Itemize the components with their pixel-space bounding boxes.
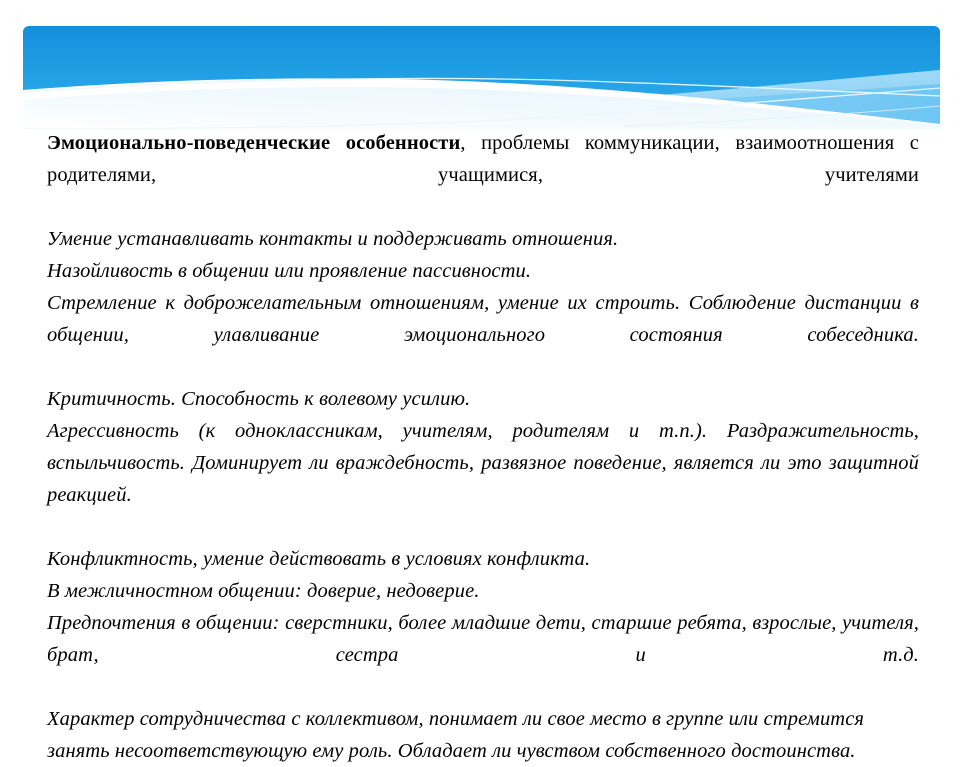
paragraph-interpersonal-trust: В межличностном общении: доверие, недоверие. — [47, 580, 480, 602]
banner-artwork — [23, 26, 940, 129]
paragraph-communication-preferences: Предпочтения в общении: сверстники, более младшие дети, старшие ребята, взрослые, учителя, брат, сестра и т.д. — [47, 612, 919, 666]
paragraph-intro — [47, 127, 919, 223]
paragraph-friendly-relations: Стремление к доброжелательным отношениям, умение их строить. Соблюдение дистанции в общении, улавливание эмоционального состояния собеседника. — [47, 292, 919, 346]
intro-rest: , проблемы коммуникации, взаимоотношения с родителями, учащимися, учителями — [47, 132, 919, 186]
paragraph-contact-skills: Умение устанавливать контакты и поддерживать отношения. — [47, 228, 619, 250]
paragraph-conflict: Конфликтность, умение действовать в условиях конфликта. — [47, 548, 591, 570]
paragraph-collaboration: Характер сотрудничества с коллективом, понимает ли свое место в группе или стремится занять несоответствующую ему роль. Обладает ли чувством собственного достоинства. — [47, 708, 865, 762]
paragraph-criticality: Критичность. Способность к волевому усилию. — [47, 388, 471, 410]
paragraph-aggression: Агрессивность (к одноклассникам, учителям, родителям и т.п.). Раздражительность, вспыльчивость. Доминирует ли враждебность, развязное поведение, является ли это защитной реакцией. — [47, 420, 919, 506]
paragraph-intrusiveness: Назойливость в общении или проявление пассивности. — [47, 260, 532, 282]
blue-wave-banner — [23, 26, 940, 129]
intro-lead-bold: Эмоционально-поведенческие особенности — [47, 132, 461, 154]
slide-body-text — [47, 127, 919, 767]
